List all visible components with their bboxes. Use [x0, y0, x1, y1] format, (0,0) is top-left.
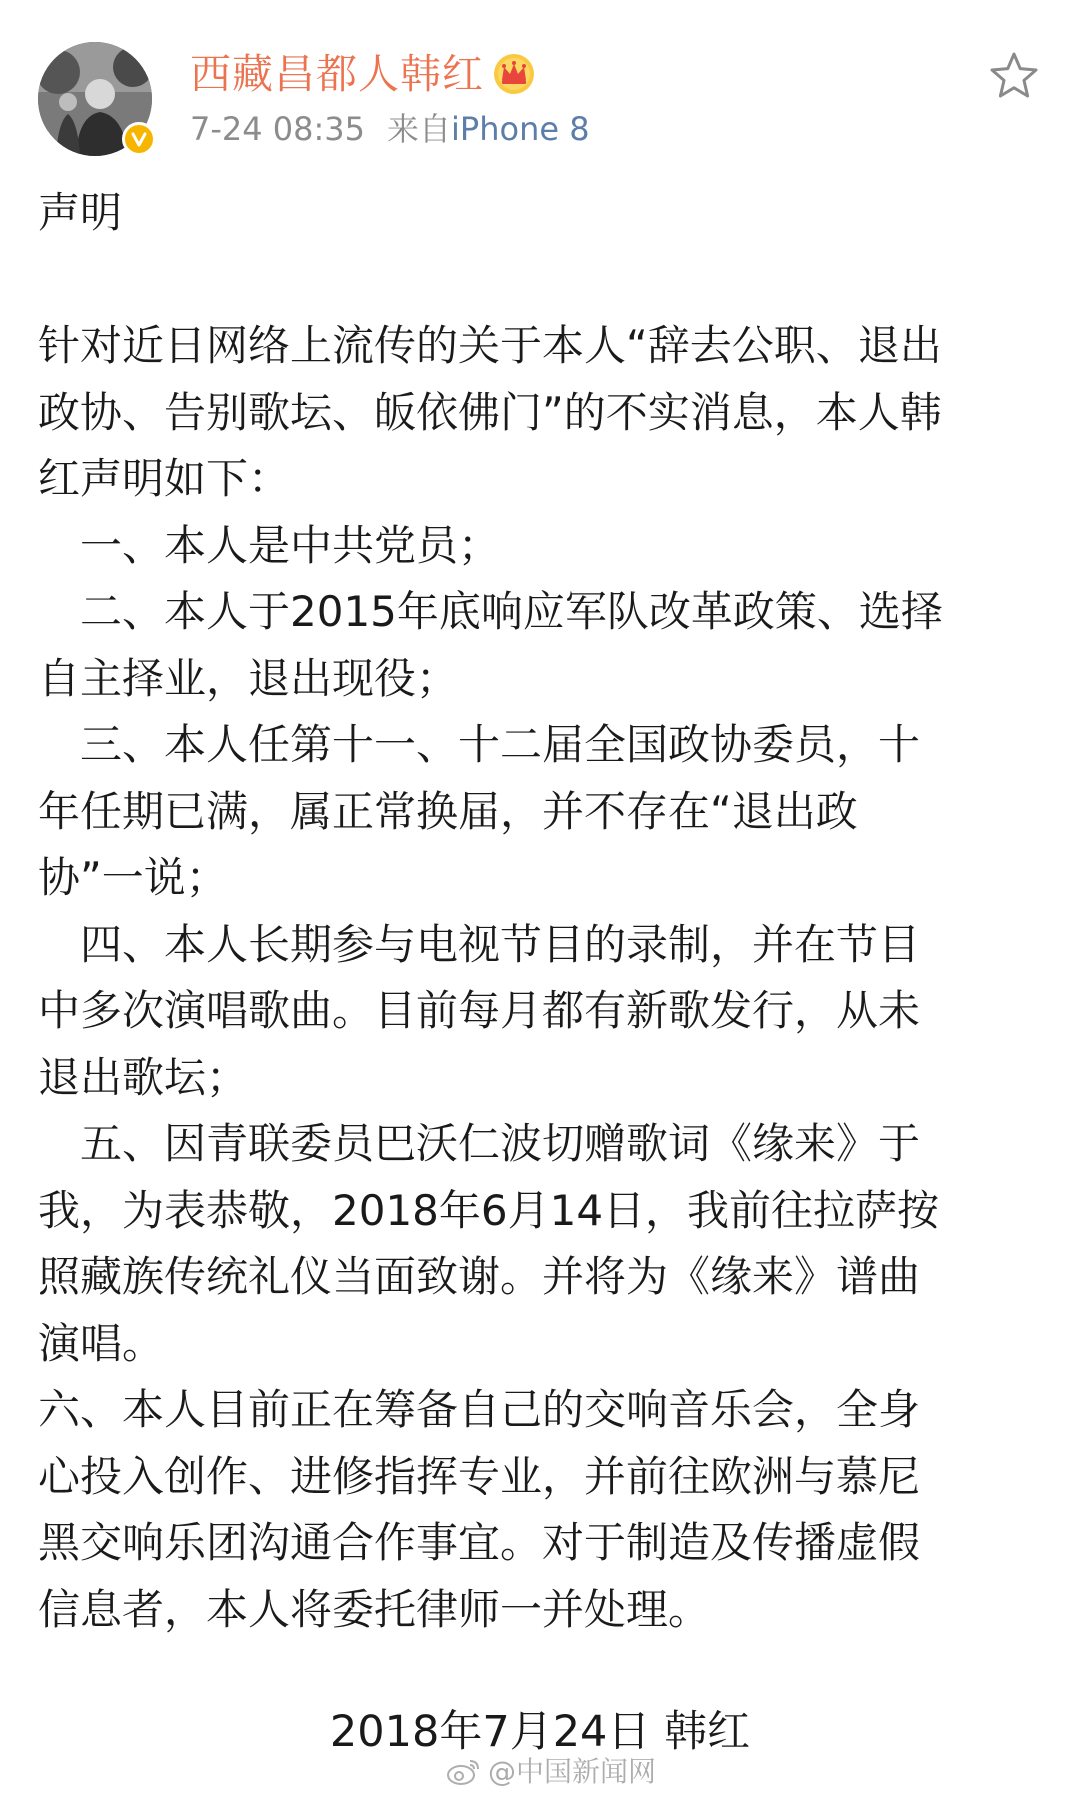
- body-line: 针对近日网络上流传的关于本人“辞去公职、退出: [38, 321, 942, 370]
- post-content: [38, 180, 1048, 1643]
- body-line: 信息者，本人将委托律师一并处理。: [38, 1584, 711, 1634]
- post-meta: [190, 108, 590, 150]
- body-line: 红声明如下：: [38, 454, 291, 503]
- body-line: 政协、告别歌坛、皈依佛门”的不实消息，本人韩: [38, 387, 942, 437]
- body-line: 黑交响乐团沟通合作事宜。对于制造及传播虚假: [38, 1518, 921, 1567]
- body-line: 心投入创作、进修指挥专业，并前往欧洲与慕尼: [38, 1451, 921, 1501]
- body-line: 我，为表恭敬，2018年6月14日，我前往拉萨按: [38, 1185, 940, 1235]
- source-prefix: 来自: [387, 110, 452, 148]
- body-line: 退出歌坛；: [38, 1052, 249, 1102]
- verified-badge-icon: [122, 122, 156, 156]
- body-line: 自主择业，退出现役；: [38, 653, 459, 703]
- body-line: 一、本人是中共党员；: [38, 520, 501, 570]
- body-line: 演唱。: [38, 1318, 165, 1368]
- body-line: 三、本人任第十一、十二届全国政协委员，十: [38, 720, 921, 769]
- body-line: 四、本人长期参与电视节目的录制，并在节目: [38, 919, 921, 969]
- body-line: 年任期已满，属正常换届，并不存在“退出政: [38, 786, 858, 836]
- body-line: 六、本人目前正在筹备自己的交响音乐会，全身: [38, 1385, 921, 1434]
- body-line: 中多次演唱歌曲。目前每月都有新歌发行，从未: [38, 986, 921, 1035]
- crown-icon: [492, 52, 536, 96]
- body-line: 协”一说；: [38, 853, 228, 902]
- signature-line: 2018年7月24日 韩红: [329, 1707, 751, 1757]
- body-line: 五、因青联委员巴沃仁波切赠歌词《缘来》于: [38, 1119, 921, 1168]
- weibo-logo-icon: [446, 1757, 482, 1787]
- post-title: 声明: [38, 188, 123, 237]
- watermark-text: @中国新闻网: [488, 1755, 657, 1788]
- username[interactable]: 西藏昌都人韩红: [190, 49, 484, 98]
- body-line: 二、本人于2015年底响应军队改革政策、选择: [38, 587, 943, 636]
- watermark: [446, 1754, 656, 1790]
- body-line: 照藏族传统礼仪当面致谢。并将为《缘来》谱曲: [38, 1252, 921, 1301]
- post-timestamp: 7-24 08:35: [190, 110, 366, 148]
- blank-line: [38, 247, 1048, 314]
- star-outline-icon[interactable]: [988, 50, 1040, 102]
- post-header: [0, 0, 1080, 165]
- avatar[interactable]: [38, 42, 152, 156]
- source-device-link[interactable]: iPhone 8: [451, 110, 590, 148]
- username-row: [190, 46, 536, 102]
